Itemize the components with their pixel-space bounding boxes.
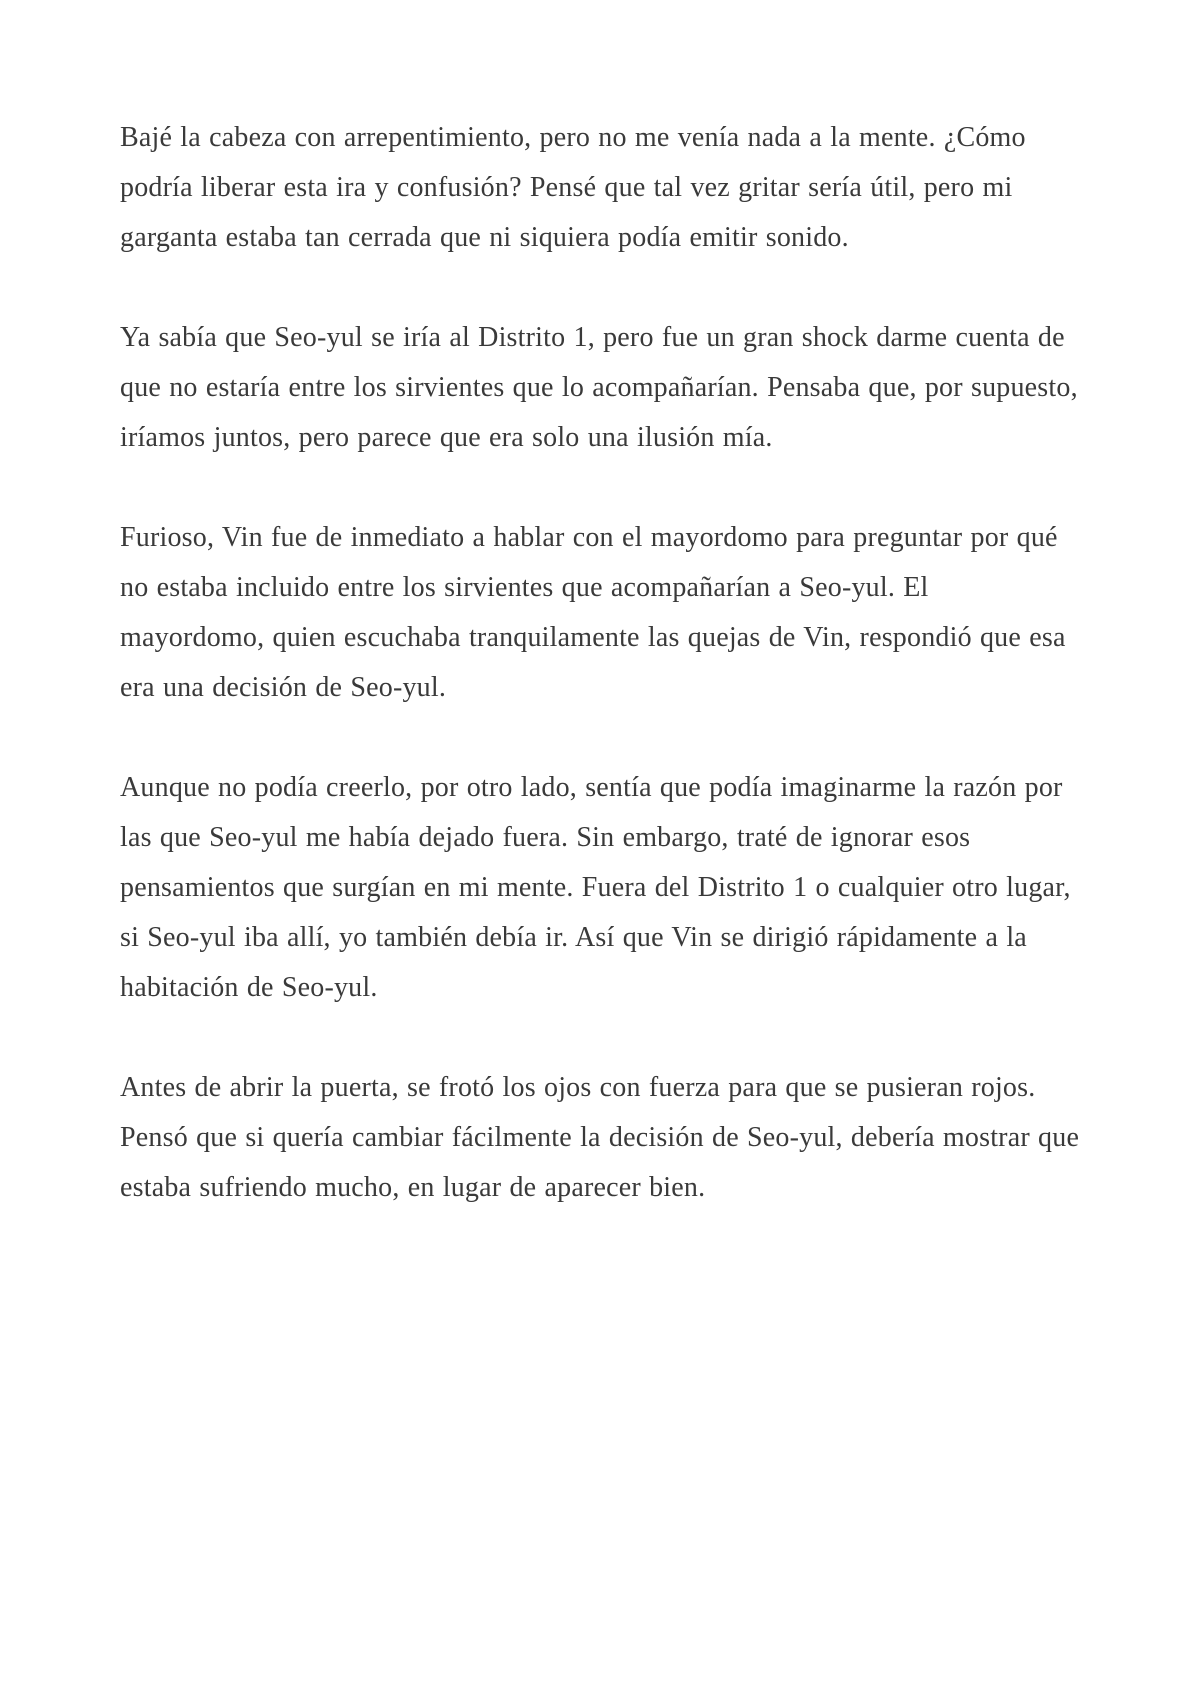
text-content — [120, 113, 1080, 1263]
paragraph: Antes de abrir la puerta, se frotó los ojos con fuerza para que se pusieran rojos. Pensó que si quería cambiar fácilmente la decisión de Seo-yul, debería mostrar que estaba sufriendo mucho, en lugar de aparecer bien. — [120, 1072, 1080, 1203]
paragraph: Aunque no podía creerlo, por otro lado, sentía que podía imaginarme la razón por las que Seo-yul me había dejado fuera. Sin embargo, traté de ignorar esos pensamientos que surgían en mi mente. Fuera del Distrito 1 o cualquier otro lugar, si Seo-yul iba allí, yo también debía ir. Así que Vin se dirigió rápidamente a la habitación de Seo-yul. — [120, 772, 1071, 1003]
paragraph: Bajé la cabeza con arrepentimiento, pero no me venía nada a la mente. ¿Cómo podría liberar esta ira y confusión? Pensé que tal vez gritar sería útil, pero mi garganta estaba tan cerrada que ni siquiera podía emitir sonido. — [120, 122, 1026, 253]
paragraph: Ya sabía que Seo-yul se iría al Distrito 1, pero fue un gran shock darme cuenta de que no estaría entre los sirvientes que lo acompañarían. Pensaba que, por supuesto, iríamos juntos, pero parece que era solo una ilusión mía. — [120, 322, 1078, 453]
paragraph: Furioso, Vin fue de inmediato a hablar con el mayordomo para preguntar por qué no estaba incluido entre los sirvientes que acompañarían a Seo-yul. El mayordomo, quien escuchaba tranquilamente las quejas de Vin, respondió que esa era una decisión de Seo-yul. — [120, 522, 1066, 703]
